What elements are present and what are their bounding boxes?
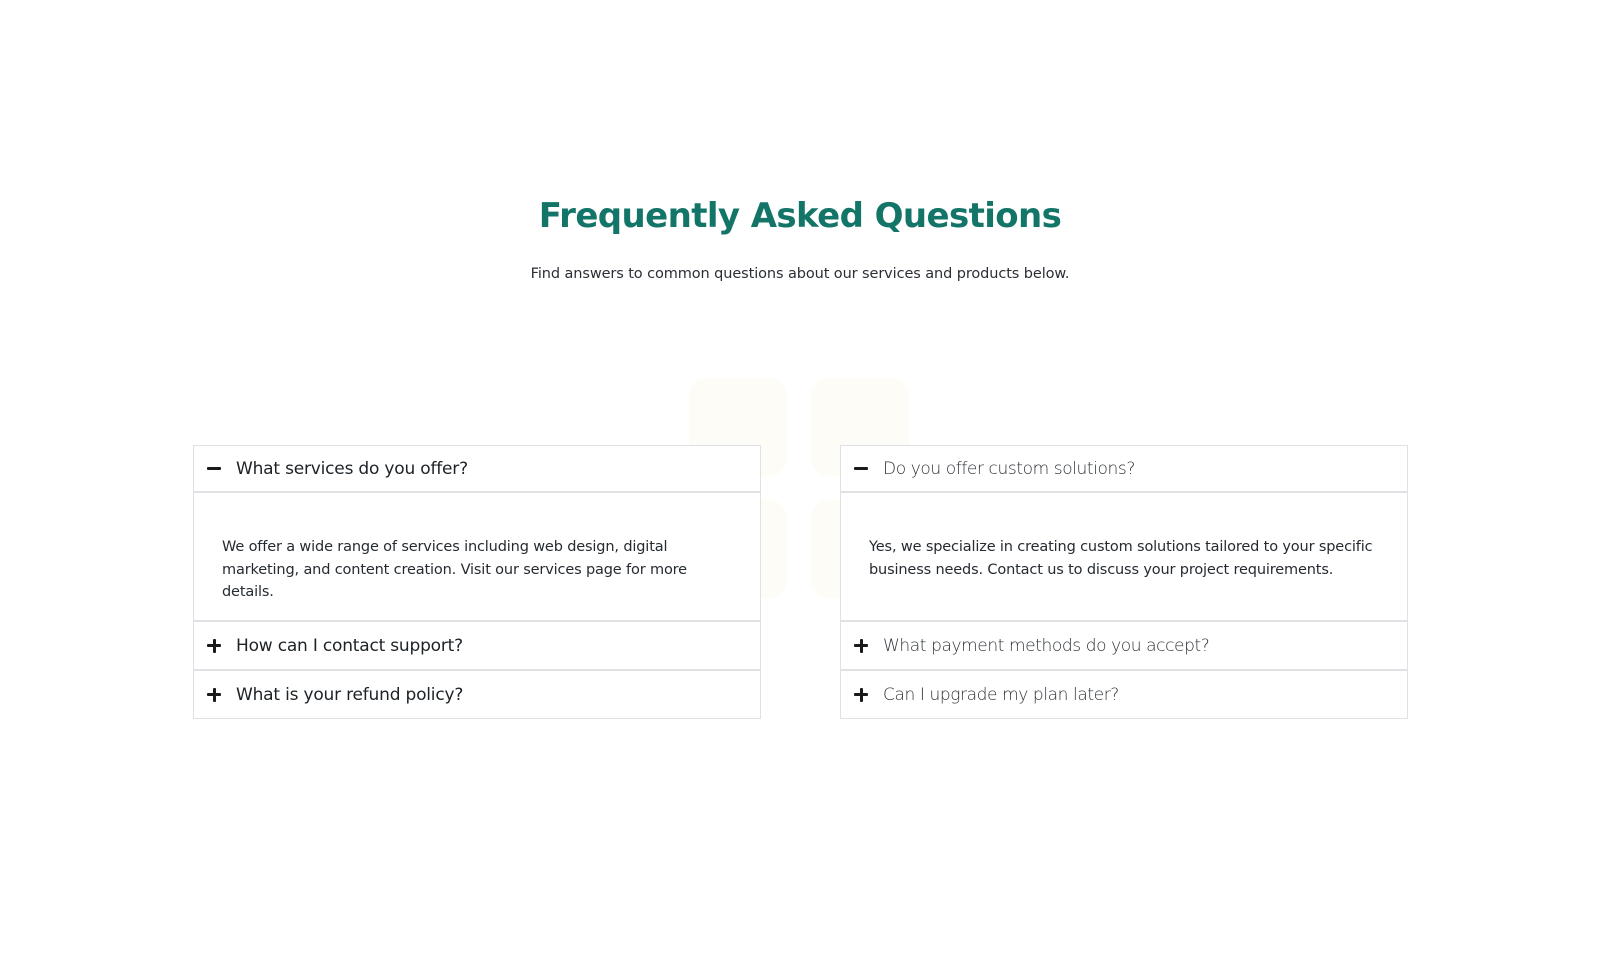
faq-question: Can I upgrade my plan later? <box>883 684 1119 705</box>
minus-icon <box>206 461 222 477</box>
plus-icon <box>853 638 869 654</box>
minus-icon <box>853 461 869 477</box>
faq-item <box>841 622 1407 671</box>
plus-icon <box>206 638 222 654</box>
faq-item <box>841 671 1407 718</box>
faq-question: What payment methods do you accept? <box>883 635 1210 656</box>
faq-question: Do you offer custom solutions? <box>883 458 1135 479</box>
faq-answer: Yes, we specialize in creating custom solutions tailored to your specific business needs. Contact us to discuss your project requirements. <box>869 539 1373 578</box>
faq-question-toggle[interactable] <box>841 446 1407 493</box>
plus-icon <box>853 687 869 703</box>
faq-question: How can I contact support? <box>236 635 463 656</box>
faq-question-toggle[interactable] <box>194 446 760 493</box>
faq-column-left <box>193 445 761 719</box>
faq-column-right <box>840 445 1408 719</box>
faq-question-toggle[interactable] <box>841 671 1407 718</box>
plus-icon <box>206 687 222 703</box>
faq-question: What services do you offer? <box>236 458 468 479</box>
faq-question-toggle[interactable] <box>841 622 1407 669</box>
faq-item <box>841 446 1407 622</box>
faq-header <box>0 196 1600 282</box>
page-title: Frequently Asked Questions <box>538 196 1062 236</box>
faq-item <box>194 446 760 622</box>
faq-question: What is your refund policy? <box>236 684 464 705</box>
page-subtitle: Find answers to common questions about our services and products below. <box>530 266 1070 282</box>
faq-item <box>194 671 760 718</box>
faq-item <box>194 622 760 671</box>
faq-question-toggle[interactable] <box>194 671 760 718</box>
faq-answer: We offer a wide range of services including web design, digital marketing, and content creation. Visit our services page for more details. <box>222 539 687 600</box>
faq-question-toggle[interactable] <box>194 622 760 669</box>
